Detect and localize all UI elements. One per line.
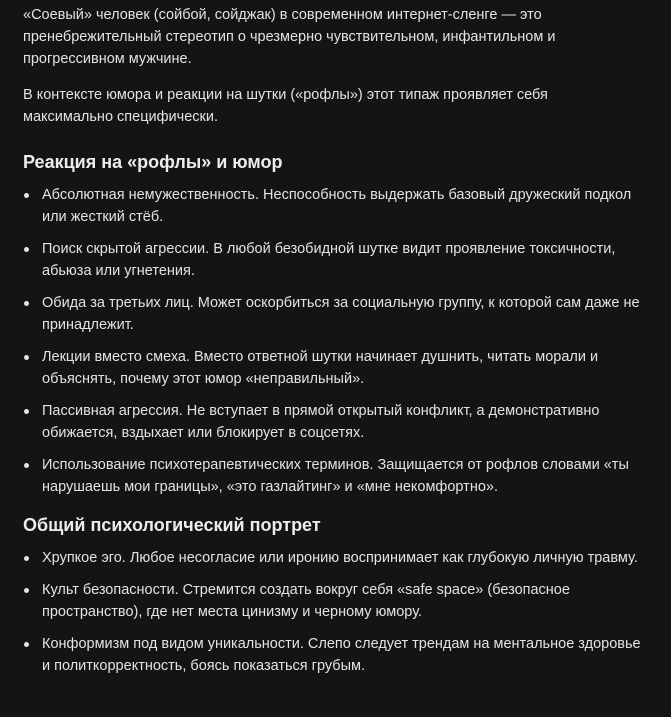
bullet-icon <box>24 588 29 593</box>
list-item <box>23 579 641 623</box>
intro-paragraph: «Соевый» человек (сойбой, сойджак) в современном интернет-сленге — это пренебрежительный стереотип о чрезмерно чувствительном, инфантильном и прогрессивном мужчине. <box>23 7 556 67</box>
list-item <box>23 633 641 677</box>
list-item-text: Использование психотерапевтических терминов. Защищается от рофлов словами «ты нарушаешь мои границы», «это газлайтинг» и «мне некомфортно». <box>42 457 629 495</box>
list-item-text: Хрупкое эго. Любое несогласие или иронию воспринимает как глубокую личную травму. <box>42 550 638 566</box>
list-item <box>23 238 641 282</box>
bullet-icon <box>24 301 29 306</box>
bullet-icon <box>24 355 29 360</box>
list-item-text: Поиск скрытой агрессии. В любой безобидной шутке видит проявление токсичности, абьюза или угнетения. <box>42 241 616 279</box>
bullet-icon <box>24 642 29 647</box>
bullet-list <box>23 547 641 677</box>
list-item-text: Абсолютная немужественность. Неспособность выдержать базовый дружеский подкол или жесткий стёб. <box>42 187 632 225</box>
list-item <box>23 547 641 569</box>
section-heading: Общий психологический портрет <box>23 515 321 535</box>
list-item <box>23 454 641 498</box>
list-item <box>23 400 641 444</box>
list-item <box>23 292 641 336</box>
list-item <box>23 184 641 228</box>
intro-paragraph: В контексте юмора и реакции на шутки («рофлы») этот типаж проявляет себя максимально специфически. <box>23 87 548 125</box>
bullet-icon <box>24 247 29 252</box>
bullet-list <box>23 184 641 498</box>
list-item-text: Обида за третьих лиц. Может оскорбиться за социальную группу, к которой сам даже не принадлежит. <box>42 295 640 333</box>
list-item <box>23 346 641 390</box>
bullet-icon <box>24 193 29 198</box>
section-heading: Реакция на «рофлы» и юмор <box>23 152 283 172</box>
bullet-icon <box>24 409 29 414</box>
list-item-text: Пассивная агрессия. Не вступает в прямой открытый конфликт, а демонстративно обижается, вздыхает или блокирует в соцсетях. <box>42 403 600 441</box>
list-item-text: Культ безопасности. Стремится создать вокруг себя «safe space» (безопасное пространство), где нет места цинизму и черному юмору. <box>42 582 570 620</box>
bullet-icon <box>24 463 29 468</box>
list-item-text: Конформизм под видом уникальности. Слепо следует трендам на ментальное здоровье и политкорректность, боясь показаться грубым. <box>42 636 641 674</box>
list-item-text: Лекции вместо смеха. Вместо ответной шутки начинает душнить, читать морали и объяснять, почему этот юмор «неправильный». <box>42 349 599 387</box>
bullet-icon <box>24 556 29 561</box>
